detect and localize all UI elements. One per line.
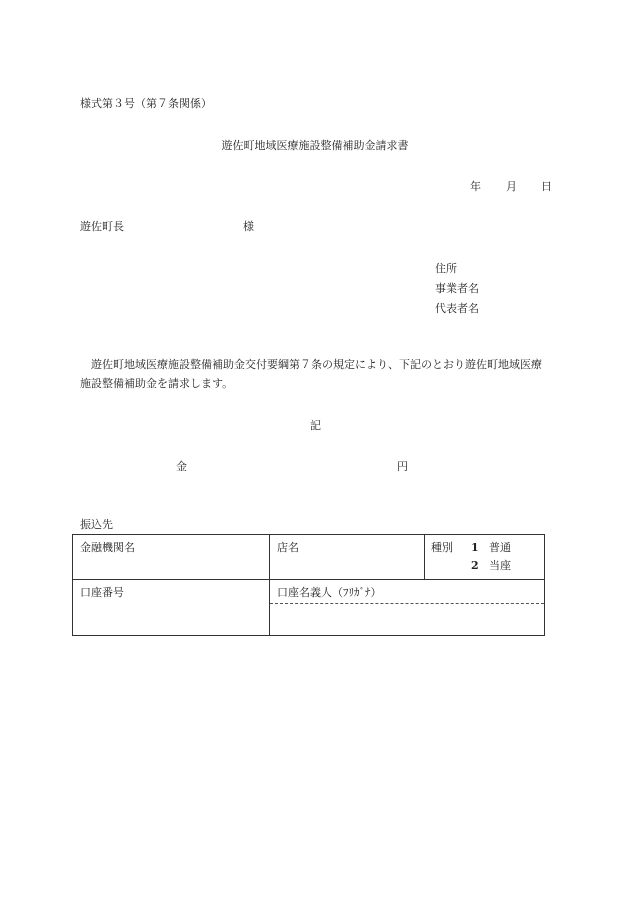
- request-statement: 遊佐町地域医療施設整備補助金交付要綱第７条の規定により、下記のとおり遊佐町地域医療施設整備補助金を請求します。: [80, 358, 542, 390]
- date-year-label: 年: [470, 180, 481, 193]
- addressee: 遊佐町長: [80, 220, 124, 233]
- account-holder-cell: [270, 580, 545, 636]
- account-holder-label: 口座名義人（ﾌﾘｶﾞﾅ）: [277, 586, 382, 599]
- date-day-label: 日: [541, 180, 552, 193]
- address-label: 住所: [435, 262, 457, 275]
- table-row: [73, 580, 545, 636]
- institution-label: 金融機関名: [80, 541, 135, 554]
- account-holder-name-row: [270, 604, 544, 634]
- account-type-label: 種別: [431, 541, 453, 554]
- ki-heading: 記: [310, 419, 321, 432]
- amount-unit: 円: [397, 460, 408, 473]
- account-number-cell: [73, 580, 270, 636]
- transfer-heading: 振込先: [80, 518, 113, 531]
- applicant-block: [435, 259, 479, 319]
- institution-cell: [73, 535, 270, 580]
- branch-label: 店名: [277, 541, 299, 554]
- honorific: 様: [243, 220, 254, 233]
- account-holder-furigana-row: [270, 580, 544, 604]
- amount-label: 金: [176, 460, 187, 473]
- account-type-option: 2 当座: [471, 559, 511, 572]
- document-title: 遊佐町地域医療施設整備補助金請求書: [221, 139, 409, 152]
- account-number-label: 口座番号: [80, 586, 124, 599]
- date-month-label: 月: [506, 180, 517, 193]
- form-number: 様式第３号（第７条関係）: [80, 97, 212, 110]
- business-name-label: 事業者名: [435, 282, 479, 295]
- account-type-option: 1 普通: [471, 541, 511, 554]
- branch-cell: [270, 535, 425, 580]
- bank-account-table: [72, 534, 545, 636]
- account-type-cell: [425, 535, 545, 580]
- table-row: [73, 535, 545, 580]
- representative-label: 代表者名: [435, 302, 479, 315]
